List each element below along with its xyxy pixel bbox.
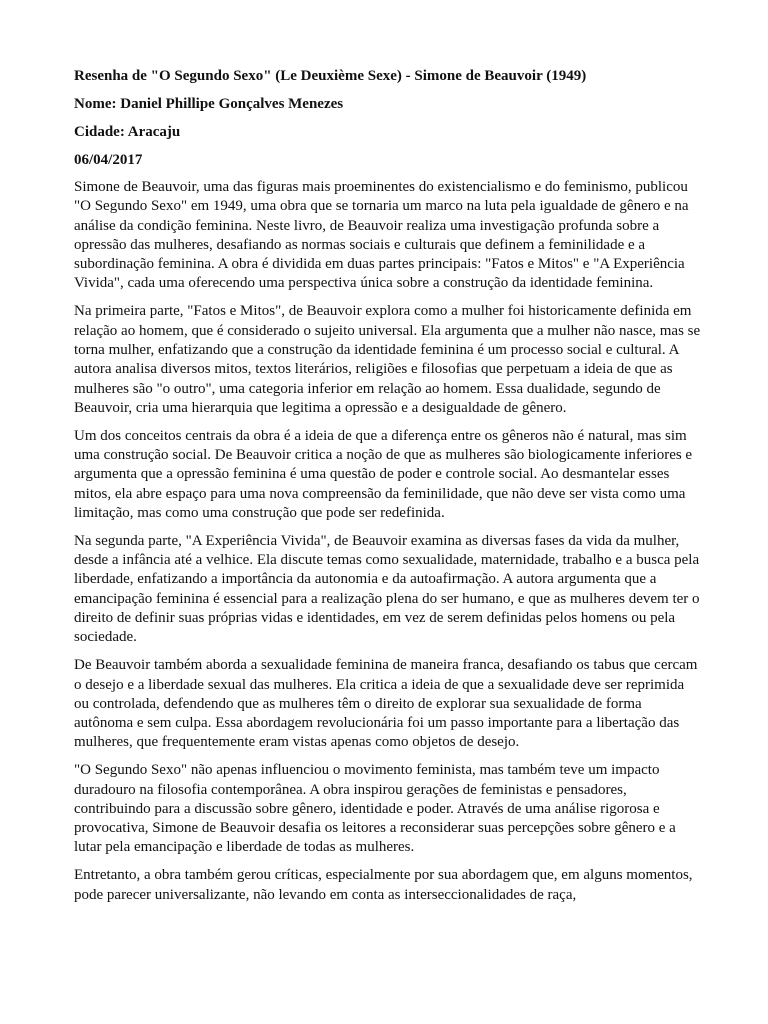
paragraph-2: Na primeira parte, "Fatos e Mitos", de Beauvoir explora como a mulher foi historicamente definida em relação ao homem, que é considerado o sujeito universal. Ela argumenta que a mulher não nasce, mas se torna mulher, enfatizando que a construção da identidade feminina é um processo social e cultural. A autora analisa diversos mitos, textos literários, religiões e filosofias que perpetuam a ideia de que as mulheres são "o outro", uma categoria inferior em relação ao homem. Essa dualidade, segundo de Beauvoir, cria uma hierarquia que legitima a opressão e a desigualdade de gênero. (74, 303, 701, 416)
paragraph-5: De Beauvoir também aborda a sexualidade feminina de maneira franca, desafiando os tabus que cercam o desejo e a liberdade sexual das mulheres. Ela critica a ideia de que a sexualidade deve ser reprimida ou controlada, defendendo que as mulheres têm o direito de explorar sua sexualidade de forma autônoma e sem culpa. Essa abordagem revolucionária foi um passo importante para a libertação das mulheres, que frequentemente eram vistas apenas como objetos de desejo. (74, 657, 698, 751)
paragraph-4: Na segunda parte, "A Experiência Vivida", de Beauvoir examina as diversas fases da vida da mulher, desde a infância até a velhice. Ela discute temas como sexualidade, maternidade, trabalho e a busca pela liberdade, enfatizando a importância da autonomia e da autoafirmação. A autora argumenta que a emancipação feminina é essencial para a realização plena do ser humano, e que as mulheres devem ter o direito de definir suas próprias vidas e identidades, em vez de serem definidas pelos homens ou pela sociedade. (74, 532, 700, 646)
paragraph-1: Simone de Beauvoir, uma das figuras mais proeminentes do existencialismo e do feminismo, publicou "O Segundo Sexo" em 1949, uma obra que se tornaria um marco na luta pela igualdade de gênero e na análise da condição feminina. Neste livro, de Beauvoir realiza uma investigação profunda sobre a opressão das mulheres, desafiando as normas sociais e culturais que definem a feminilidade e a subordinação feminina. A obra é dividida em duas partes principais: "Fatos e Mitos" e "A Experiência Vivida", cada uma oferecendo uma perspectiva única sobre a construção da identidade feminina. (74, 179, 689, 292)
author-city: Cidade: Aracaju (74, 124, 181, 140)
paragraph-7: Entretanto, a obra também gerou críticas, especialmente por sua abordagem que, em alguns momentos, pode parecer universalizante, não levando em conta as interseccionalidades de raça, (74, 867, 693, 903)
document-title: Resenha de "O Segundo Sexo" (Le Deuxième Sexe) - Simone de Beauvoir (1949) (74, 68, 587, 84)
document-page (74, 66, 702, 914)
paragraph-3: Um dos conceitos centrais da obra é a ideia de que a diferença entre os gêneros não é natural, mas sim uma construção social. De Beauvoir critica a noção de que as mulheres são biologicamente inferiores e argumenta que a opressão feminina é uma questão de poder e controle social. Ao desmantelar esses mitos, ela abre espaço para uma nova compreensão da feminilidade, que não deve ser vista como uma limitação, mas como uma construção que pode ser redefinida. (74, 427, 693, 521)
document-date: 06/04/2017 (74, 152, 143, 168)
paragraph-6: "O Segundo Sexo" não apenas influenciou o movimento feminista, mas também teve um impacto duradouro na filosofia contemporânea. A obra inspirou gerações de feministas e pensadores, contribuindo para a discussão sobre gênero, identidade e poder. Através de uma análise rigorosa e provocativa, Simone de Beauvoir desafia os leitores a reconsiderar suas percepções sobre gênero e a lutar pela emancipação e liberdade de todas as mulheres. (74, 762, 676, 856)
author-name: Nome: Daniel Phillipe Gonçalves Menezes (74, 96, 344, 112)
